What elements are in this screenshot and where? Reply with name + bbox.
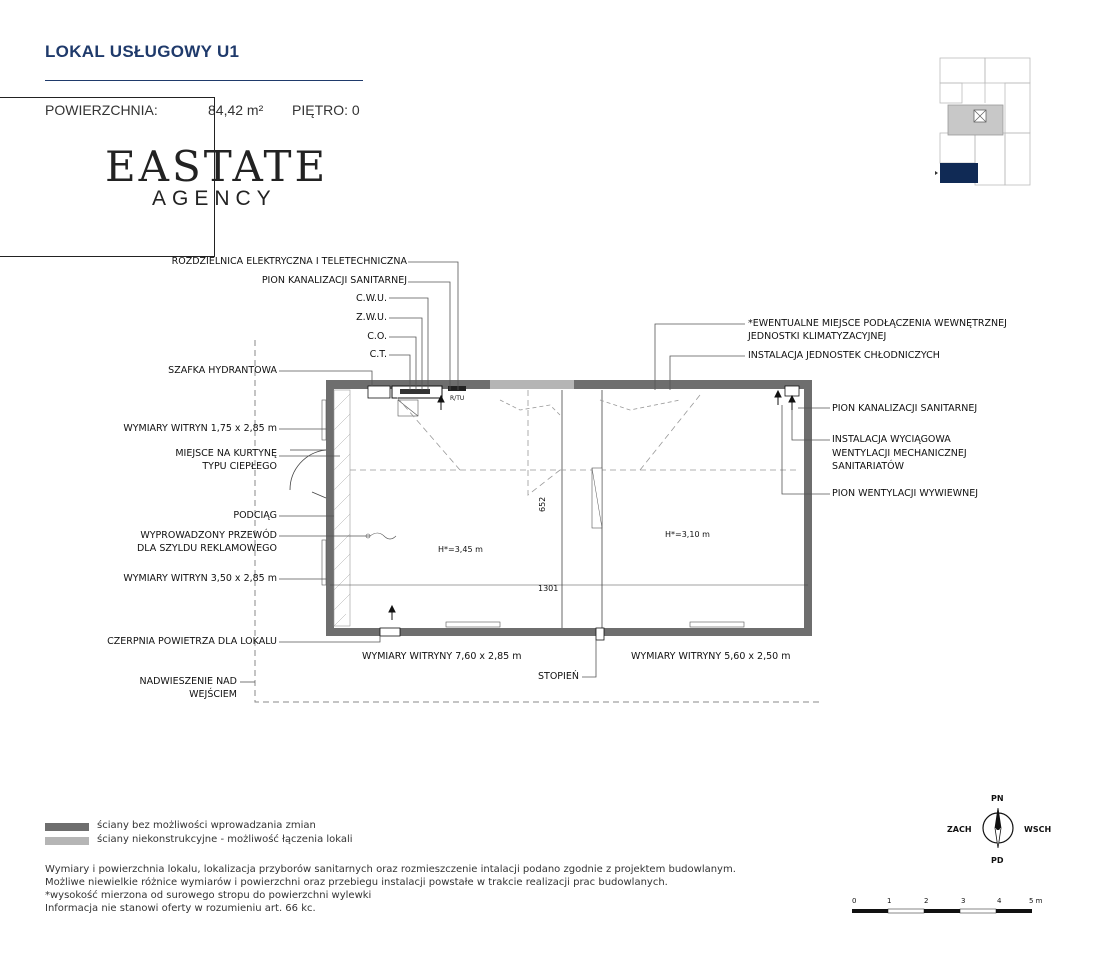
scale-tick-5: 5 m bbox=[1029, 897, 1043, 905]
note-2: Możliwe niewielkie różnice wymiarów i powierzchni oraz przebiegu instalacji powstałe w trakcie realizacji prac budowlanych. bbox=[45, 877, 668, 888]
note-3: *wysokość mierzona od surowego stropu do powierzchni wylewki bbox=[45, 890, 372, 901]
area-value: 84,42 m² bbox=[208, 102, 264, 118]
legend-swatch-nonstructural bbox=[45, 837, 89, 845]
title-rule bbox=[45, 80, 363, 81]
scale-tick-2: 2 bbox=[924, 897, 929, 905]
legend-nonstructural: ściany niekonstrukcyjne - możliwość łączenia lokali bbox=[97, 834, 353, 845]
locator-highlight-unit bbox=[940, 163, 978, 183]
label-witryny-560: WYMIARY WITRYNY 5,60 x 2,50 m bbox=[631, 651, 791, 662]
note-4: Informacja nie stanowi oferty w rozumieniu art. 66 kc. bbox=[45, 903, 316, 914]
height-right: H*=3,10 m bbox=[665, 530, 710, 539]
scale-tick-4: 4 bbox=[997, 897, 1002, 905]
logo-main-text: EASTATE bbox=[105, 142, 329, 191]
label-pion-kanalizacji-left: PION KANALIZACJI SANITARNEJ bbox=[261, 275, 407, 286]
overhang-boundary bbox=[255, 340, 822, 702]
label-przewod-1: WYPROWADZONY PRZEWÓD bbox=[140, 530, 277, 541]
label-nadwieszenie-1: NADWIESZENIE NAD bbox=[139, 676, 237, 687]
label-stopien: STOPIEŃ bbox=[538, 671, 579, 682]
label-ct: C.T. bbox=[369, 349, 387, 360]
wall-right bbox=[804, 380, 812, 636]
floor-plan bbox=[0, 240, 1095, 720]
label-pion-kanalizacji-right: PION KANALIZACJI SANITARNEJ bbox=[832, 403, 978, 414]
label-szafka-hydrantowa: SZAFKA HYDRANTOWA bbox=[168, 365, 277, 376]
area-label: POWIERZCHNIA: bbox=[45, 102, 158, 118]
floor-label: PIĘTRO: 0 bbox=[292, 102, 360, 118]
logo-sub-text: AGENCY bbox=[152, 187, 277, 210]
dim-vertical: 652 bbox=[538, 496, 547, 512]
scale-tick-1: 1 bbox=[887, 897, 892, 905]
compass-east: WSCH bbox=[1024, 825, 1052, 834]
scale-tick-0: 0 bbox=[852, 897, 857, 905]
label-kurtyna-1: MIEJSCE NA KURTYNĘ bbox=[175, 448, 277, 459]
label-czerpnia: CZERPNIA POWIETRZA DLA LOKALU bbox=[107, 636, 277, 647]
label-ewentualne-2: JEDNOSTKI KLIMATYZACYJNEJ bbox=[748, 331, 887, 342]
compass-south: PD bbox=[991, 856, 1004, 865]
label-co: C.O. bbox=[367, 331, 387, 342]
label-rozdzielnica: ROZDZIELNICA ELEKTRYCZNA I TELETECHNICZNA bbox=[171, 256, 407, 267]
label-witryn-175: WYMIARY WITRYN 1,75 x 2,85 m bbox=[123, 423, 277, 434]
label-przewod-2: DLA SZYLDU REKLAMOWEGO bbox=[136, 543, 277, 554]
compass-north: PN bbox=[991, 794, 1004, 803]
note-1: Wymiary i powierzchnia lokalu, lokalizacja przyborów sanitarnych oraz rozmieszczenie intalacji podano zgodnie z projektem budowlanym. bbox=[45, 864, 736, 875]
label-witryny-760: WYMIARY WITRYNY 7,60 x 2,85 m bbox=[362, 651, 522, 662]
label-pion-wentylacji: PION WENTYLACJI WYWIEWNEJ bbox=[832, 488, 979, 499]
unit-title: LOKAL USŁUGOWY U1 bbox=[45, 42, 240, 61]
scale-tick-3: 3 bbox=[961, 897, 966, 905]
scale-bar bbox=[852, 907, 1042, 915]
wall-left bbox=[326, 380, 334, 635]
label-instalacja-chlodnicza: INSTALACJA JEDNOSTEK CHŁODNICZYCH bbox=[748, 350, 940, 361]
building-locator-map bbox=[930, 55, 1035, 190]
label-kurtyna-2: TYPU CIEPŁEGO bbox=[202, 461, 277, 472]
legend-structural: ściany bez możliwości wprowadzania zmian bbox=[97, 820, 316, 831]
compass-icon bbox=[980, 806, 1016, 852]
legend-swatch-structural bbox=[45, 823, 89, 831]
label-wyciag-2: WENTYLACJI MECHANICZNEJ bbox=[832, 448, 967, 459]
label-wyciag-1: INSTALACJA WYCIĄGOWA bbox=[832, 434, 951, 445]
label-cwu: C.W.U. bbox=[356, 293, 387, 304]
label-zwu: Z.W.U. bbox=[356, 312, 387, 323]
rt-label: R/TU bbox=[450, 395, 465, 402]
label-nadwieszenie-2: WEJŚCIEM bbox=[189, 689, 237, 700]
compass-west: ZACH bbox=[947, 825, 972, 834]
height-left: H*=3,45 m bbox=[438, 545, 483, 554]
dim-horizontal: 1301 bbox=[538, 584, 559, 593]
label-witryn-350: WYMIARY WITRYN 3,50 x 2,85 m bbox=[123, 573, 277, 584]
label-podciag: PODCIĄG bbox=[233, 510, 277, 521]
label-ewentualne-1: *EWENTUALNE MIEJSCE PODŁĄCZENIA WEWNĘTRZNEJ bbox=[748, 318, 1007, 329]
wall-top-nonstructural bbox=[490, 380, 574, 389]
label-wyciag-3: SANITARIATÓW bbox=[832, 461, 905, 472]
wall-top-right bbox=[574, 380, 804, 389]
